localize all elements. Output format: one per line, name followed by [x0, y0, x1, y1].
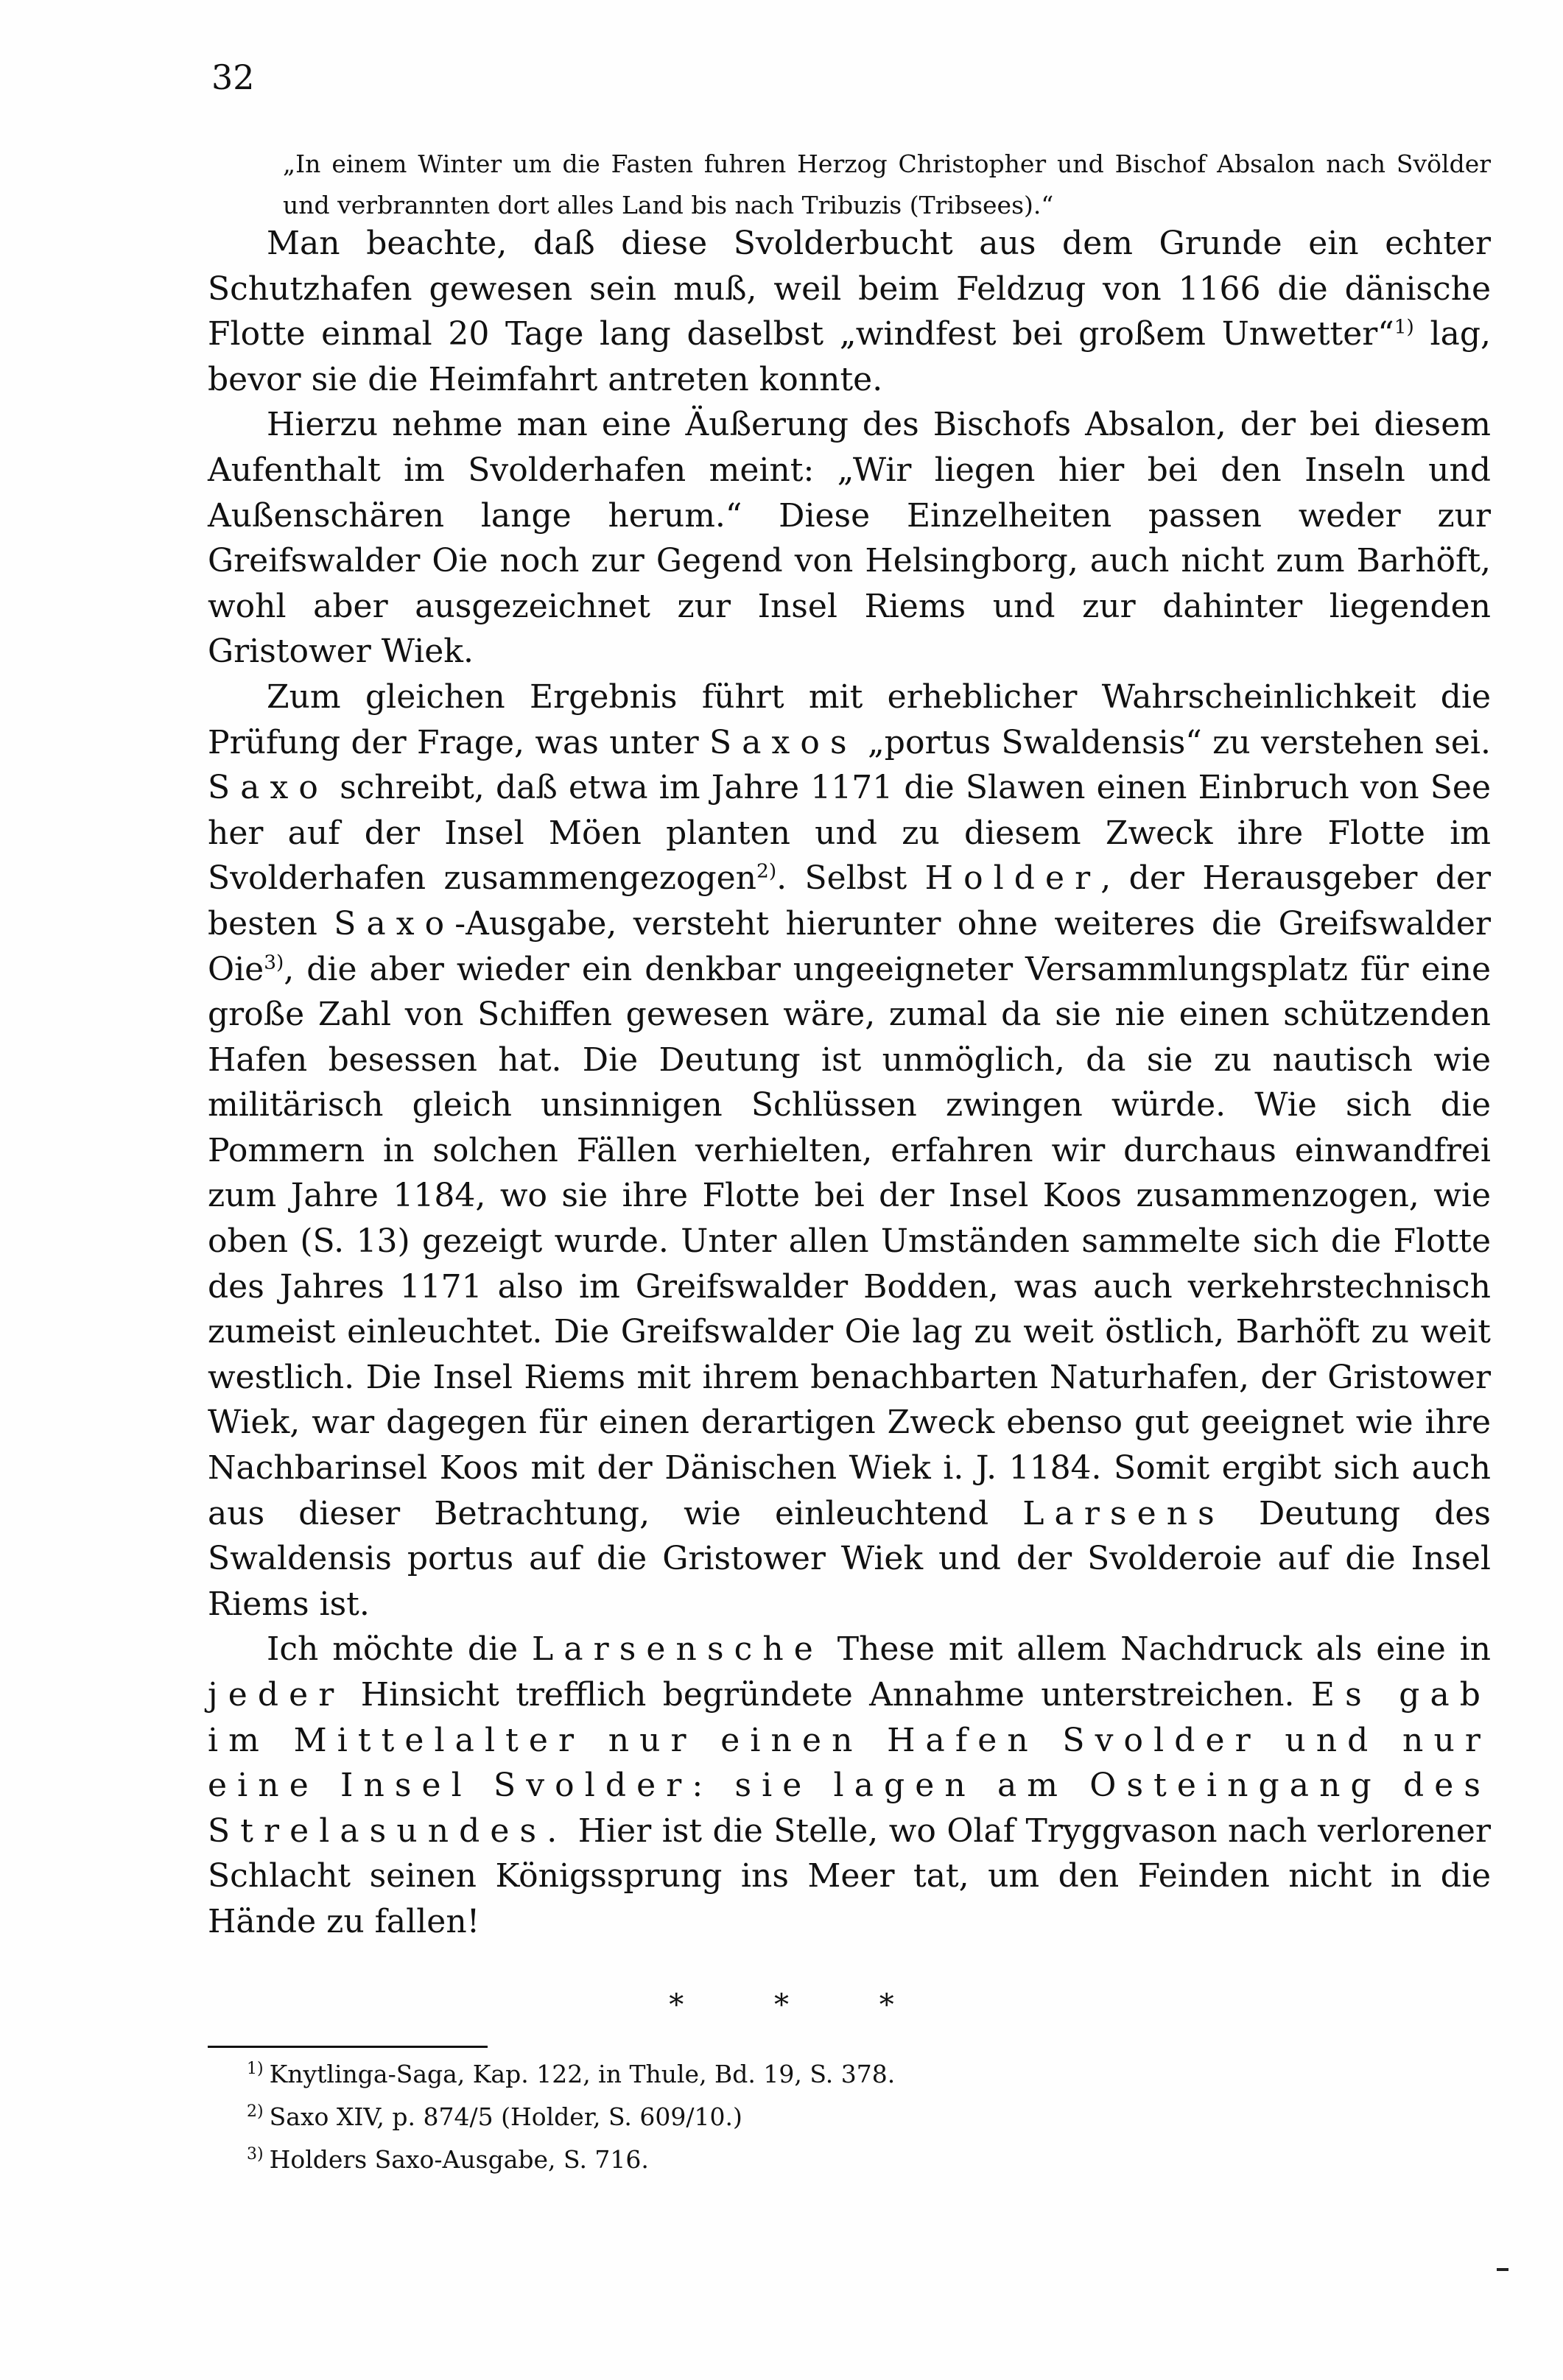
footnote-text: Saxo XIV, p. 874/5 (Holder, S. 609/10.): [269, 2102, 742, 2131]
section-separator: * * *: [669, 1988, 894, 2022]
footnote-ref-3: 3): [264, 950, 284, 974]
paragraph-4-text-d: Hier ist die Stelle, wo Olaf Tryggvason nach verlorener Schlacht seinen Königssprung ins Meer tat, um den Feinden nicht in die Hände zu fallen!: [208, 1812, 1491, 1940]
footnote-ref-2: 2): [756, 859, 777, 883]
paragraph-4-text-c: Hinsicht trefflich begründete Annahme unterstreichen.: [344, 1676, 1311, 1714]
name-larsensche: Larsensche: [532, 1630, 823, 1669]
paragraph-3-text-e: , der Herausgeber der besten: [208, 859, 1492, 943]
footnote-1: [247, 2053, 1352, 2096]
paragraph-3-text-f: -Ausgabe, versteht hierunter ohne weiteres die Greifswalder Oie: [208, 904, 1491, 988]
paragraph-3-text-g: , die aber wieder ein denkbar ungeeigneter Versammlungsplatz für eine große Zahl von Schiffen gewesen wäre, zumal da sie nie einen schützenden Hafen besessen hat. Die Deutung ist unmöglich, da sie zu nautisch wie militärisch gleich unsinnigen Schlüssen zwingen würde. Wie sich die Pommern in solchen Fällen verhielten, erfahren wir durchaus einwandfrei zum Jahre 1184, wo sie ihre Flotte bei der Insel Koos zusammenzogen, wie oben (S. 13) gezeigt wurde. Unter allen Umständen sammelte sich die Flotte des Jahres 1171 also im Greifswalder Bodden, was auch verkehrstechnisch zumeist einleuchtet. Die Greifswalder Oie lag zu weit östlich, Barhöft zu weit westlich. Die Insel Riems mit ihrem benachbarten Naturhafen, der Gristower Wiek, war dagegen für einen derartigen Zweck ebenso gut geeignet wie ihre Nachbarinsel Koos mit der Dänischen Wiek i. J. 1184. Somit ergibt sich auch aus dieser Betrachtung, wie einleuchtend: [208, 950, 1491, 1532]
footnote-text: Knytlinga-Saga, Kap. 122, in Thule, Bd. 19, S. 378.: [269, 2060, 896, 2088]
footnote-2: [247, 2096, 1352, 2138]
paragraph-1: [208, 221, 1491, 402]
footnote-mark: 3): [247, 2145, 264, 2164]
name-saxos: Saxos: [709, 723, 857, 761]
paragraph-4-text-a: Ich möchte die: [267, 1630, 533, 1669]
footnote-rule: [208, 2046, 488, 2048]
paragraph-4-text-b: These mit allem Nachdruck als eine in: [823, 1630, 1491, 1669]
paragraph-3-text-c: schreibt, daß etwa im Jahre 1171 die Slawen einen Einbruch von See her auf der Insel Möen planten und zu diesem Zweck ihre Flotte im Svolderhafen zusammengezogen: [208, 769, 1491, 898]
paragraph-4: [208, 1627, 1491, 1944]
paragraph-1-text-a: Man beachte, daß diese Svolderbucht aus dem Grunde ein echter Schutzhafen gewesen sein muß, weil beim Feldzug von 1166 die dänische Flotte einmal 20 Tage lang daselbst „windfest bei großem Unwetter“: [208, 225, 1491, 353]
margin-mark: [1497, 2268, 1508, 2271]
main-text: [208, 221, 1491, 1945]
paragraph-1-text-b: lag, bevor sie die Heimfahrt antreten konnte.: [208, 315, 1491, 398]
paragraph-3-text-h: Deutung des Swaldensis portus auf die Gristower Wiek und der Svolderoie auf die Insel Riems ist.: [208, 1494, 1491, 1623]
paragraph-2: Hierzu nehme man eine Äußerung des Bischofs Absalon, der bei diesem Aufenthalt im Svolderhafen meint: „Wir liegen hier bei den Inseln und Außenschären lange herum.“ Diese Einzelheiten passen weder zur Greifswalder Oie noch zur Gegend von Helsingborg, auch nicht zum Barhöft, wohl aber ausgezeichnet zur Insel Riems und zur dahinter liegenden Gristower Wiek.: [208, 406, 1491, 671]
page-number: 32: [211, 57, 255, 97]
paragraph-3-text-a: Zum gleichen Ergebnis führt mit erheblicher Wahrscheinlichkeit die Prüfung der Frage, was unter: [208, 677, 1491, 761]
footnote-mark: 2): [247, 2102, 264, 2121]
quotation: „In einem Winter um die Fasten fuhren Herzog Christopher und Bischof Absalon nach Svölder und verbrannten dort alles Land bis nach Tribuzis (Tribsees).“: [283, 149, 1491, 219]
name-holder: Holder: [924, 859, 1101, 898]
footnote-3: [247, 2138, 1352, 2181]
footnote-text: Holders Saxo-Ausgabe, S. 716.: [269, 2145, 649, 2174]
footnote-mark: 1): [247, 2060, 264, 2078]
paragraph-3-text-d: . Selbst: [776, 859, 925, 898]
name-larsens: Larsens: [1022, 1494, 1225, 1532]
footnote-ref-1: 1): [1394, 315, 1414, 339]
paragraph-3-text-b: „portus Swaldensis“ zu verstehen sei.: [857, 723, 1491, 761]
footnotes: [247, 2053, 1352, 2181]
emphasis-jeder: jeder: [208, 1676, 345, 1714]
name-saxo: Saxo: [208, 769, 329, 807]
name-saxo-ausgabe: Saxo: [334, 904, 455, 943]
paragraph-3: [208, 675, 1491, 1627]
emphasis-statement: Es gab im Mittelalter nur einen Hafen Svolder und nur eine Insel Svolder: sie lagen am Osteingang des Strelasundes.: [208, 1676, 1492, 1850]
